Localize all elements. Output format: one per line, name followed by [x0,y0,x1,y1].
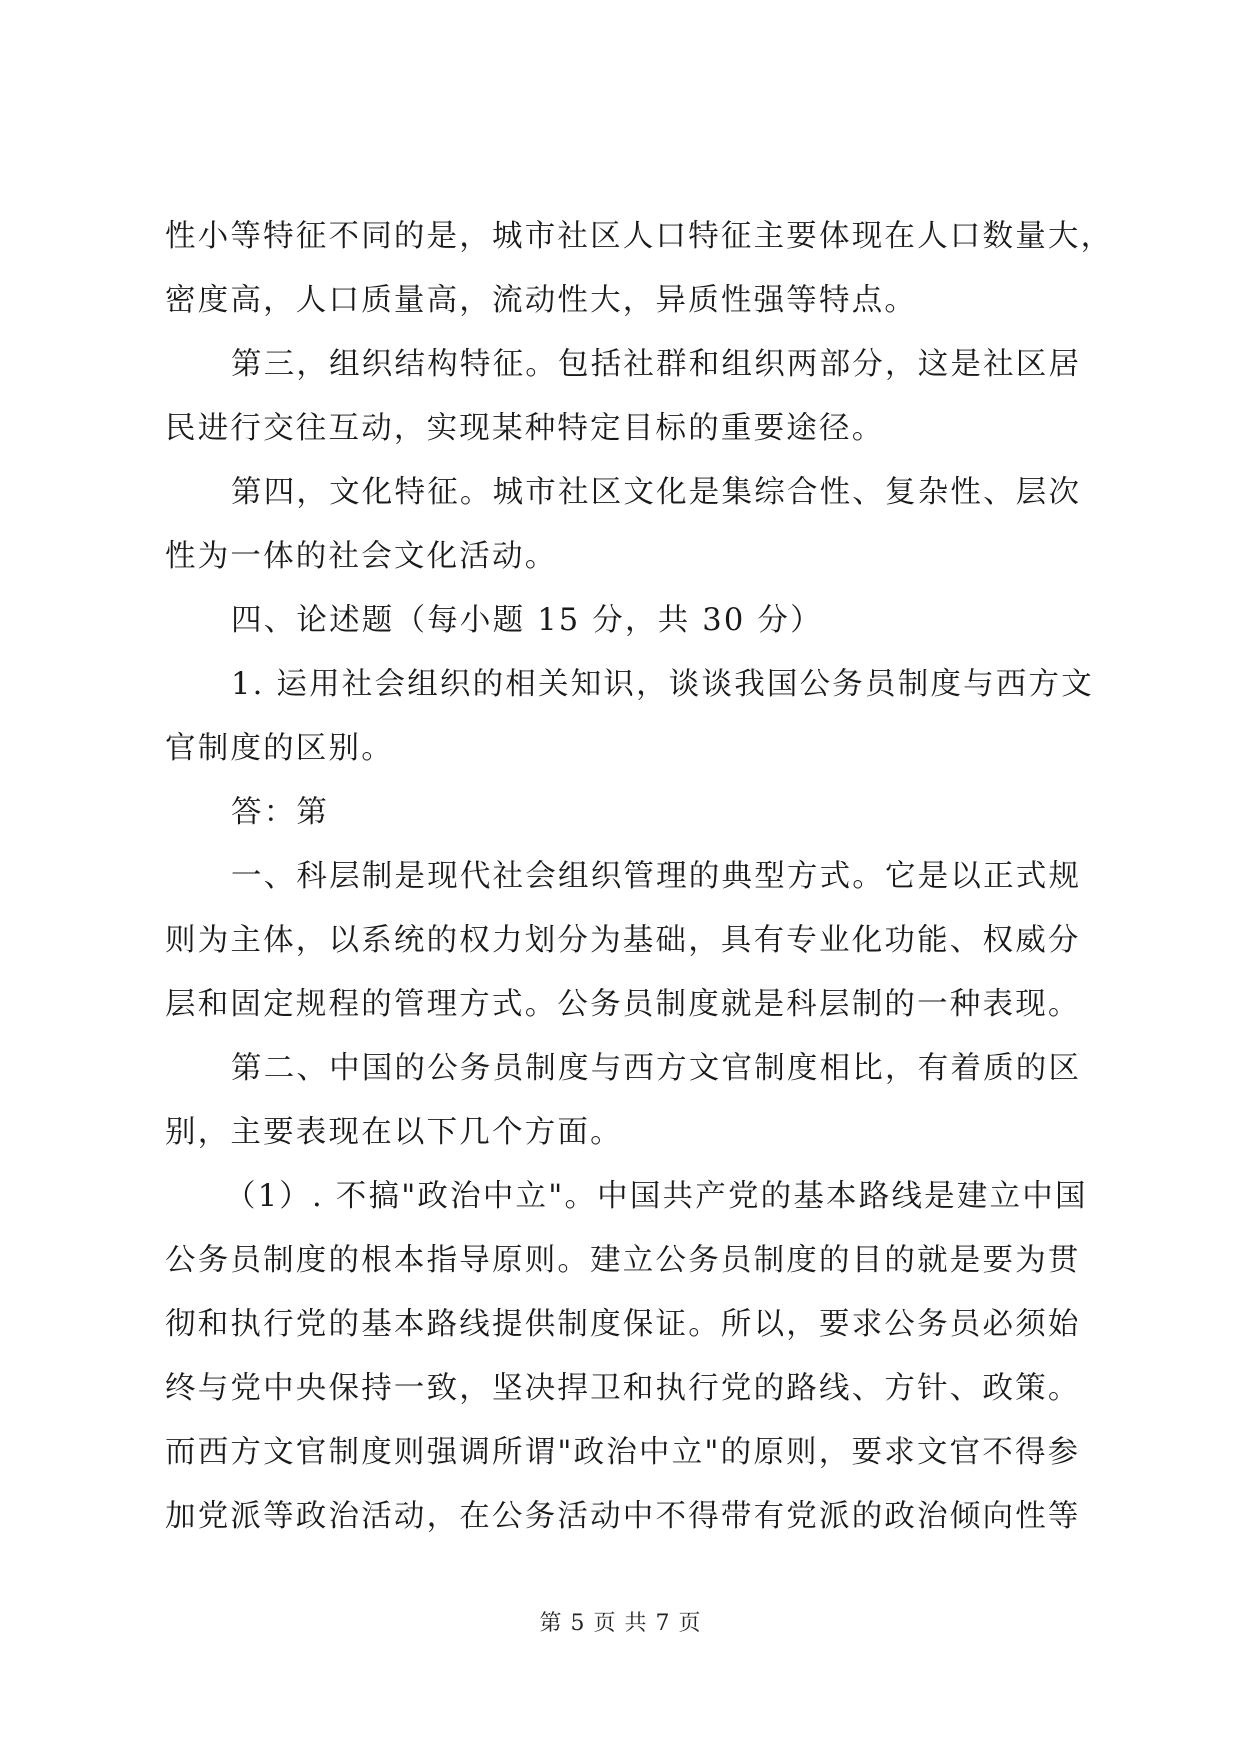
text-line: 而西方文官制度则强调所谓"政治中立"的原则，要求文官不得参 [165,1435,1081,1470]
paragraph-start-line: 一、科层制是现代社会组织管理的典型方式。它是以正式规 [231,859,1082,894]
text-line: 民进行交往互动，实现某种特定目标的重要途径。 [165,411,885,446]
section-heading: 四、论述题（每小题 15 分，共 30 分） [231,603,823,638]
text-line: 终与党中央保持一致，坚决捍卫和执行党的路线、方针、政策。 [165,1371,1081,1406]
paragraph-start-line: （1）. 不搞"政治中立"。中国共产党的基本路线是建立中国 [225,1179,1088,1214]
text-line: 别，主要表现在以下几个方面。 [165,1115,623,1150]
question-line: 官制度的区别。 [165,731,394,766]
text-line: 彻和执行党的基本路线提供制度保证。所以，要求公务员必须始 [165,1307,1081,1342]
answer-label: 答：第 [231,795,330,830]
page-number-footer: 第 5 页 共 7 页 [539,1611,702,1636]
text-line: 密度高，人口质量高，流动性大，异质性强等特点。 [165,283,918,318]
document-body [165,205,1114,1549]
text-line: 则为主体，以系统的权力划分为基础，具有专业化功能、权威分 [165,923,1081,958]
question-line: 1. 运用社会组织的相关知识，谈谈我国公务员制度与西方文 [231,667,1094,702]
text-line: 性小等特征不同的是，城市社区人口特征主要体现在人口数量大， [165,219,1114,254]
paragraph-start-line: 第四，文化特征。城市社区文化是集综合性、复杂性、层次 [231,475,1082,510]
text-line: 公务员制度的根本指导原则。建立公务员制度的目的就是要为贯 [165,1243,1081,1278]
paragraph-start-line: 第三，组织结构特征。包括社群和组织两部分，这是社区居 [231,347,1082,382]
text-line: 层和固定规程的管理方式。公务员制度就是科层制的一种表现。 [165,987,1081,1022]
text-line: 加党派等政治活动，在公务活动中不得带有党派的政治倾向性等 [165,1499,1081,1534]
paragraph-start-line: 第二、中国的公务员制度与西方文官制度相比，有着质的区 [231,1051,1082,1086]
text-line: 性为一体的社会文化活动。 [165,539,558,574]
